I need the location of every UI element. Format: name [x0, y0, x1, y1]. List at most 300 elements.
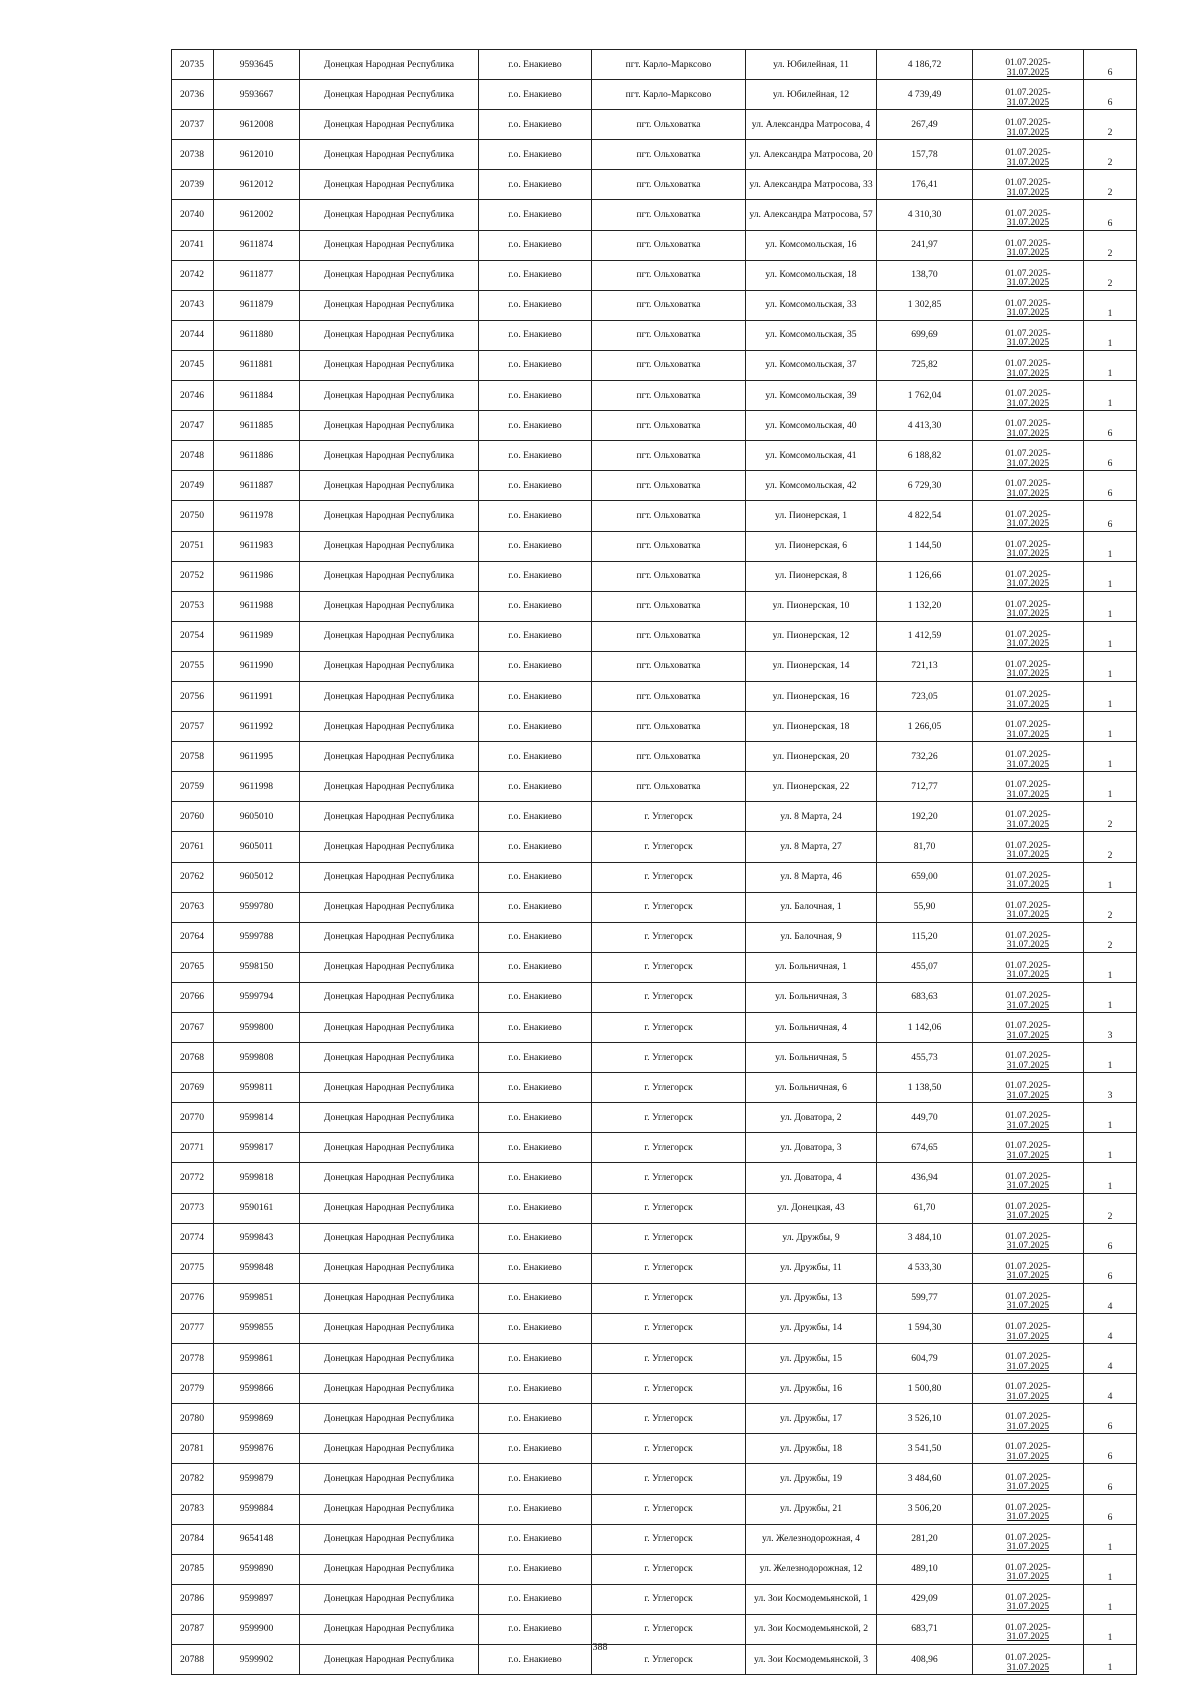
table-row [172, 802, 1137, 832]
region-cell: Донецкая Народная Республика [300, 1524, 479, 1554]
cadastral-id-cell: 9599851 [214, 1283, 300, 1313]
count-cell: 6 [1084, 1223, 1137, 1253]
row-number-cell: 20776 [172, 1283, 214, 1313]
area-cell: 267,49 [877, 110, 973, 140]
region-cell: Донецкая Народная Республика [300, 591, 479, 621]
area-cell: 436,94 [877, 1163, 973, 1193]
period-cell [973, 591, 1084, 621]
period-end: 31.07.2025 [1006, 549, 1050, 560]
street-address-cell: ул. Больничная, 1 [746, 952, 877, 982]
area-cell: 725,82 [877, 350, 973, 380]
district-cell: г.о. Енакиево [479, 982, 592, 1012]
cadastral-id-cell: 9612008 [214, 110, 300, 140]
period-cell [973, 1223, 1084, 1253]
table-row [172, 441, 1137, 471]
settlement-cell: г. Углегорск [592, 1103, 746, 1133]
period-end: 31.07.2025 [1006, 1060, 1050, 1071]
period-end: 31.07.2025 [1006, 1632, 1050, 1643]
settlement-cell: пгт. Карло-Марксово [592, 50, 746, 80]
cadastral-id-cell: 9605011 [214, 832, 300, 862]
period-cell [973, 1374, 1084, 1404]
area-cell: 115,20 [877, 922, 973, 952]
period-cell [973, 1344, 1084, 1374]
row-number-cell: 20788 [172, 1644, 214, 1674]
region-cell: Донецкая Народная Республика [300, 290, 479, 320]
area-cell: 4 822,54 [877, 501, 973, 531]
district-cell: г.о. Енакиево [479, 1133, 592, 1163]
cadastral-id-cell: 9599780 [214, 892, 300, 922]
region-cell: Донецкая Народная Республика [300, 200, 479, 230]
cadastral-id-cell: 9599900 [214, 1614, 300, 1644]
settlement-cell: г. Углегорск [592, 1163, 746, 1193]
row-number-cell: 20767 [172, 1013, 214, 1043]
region-cell: Донецкая Народная Республика [300, 561, 479, 591]
count-cell: 1 [1084, 350, 1137, 380]
period-cell [973, 1193, 1084, 1223]
region-cell: Донецкая Народная Республика [300, 1554, 479, 1584]
count-cell: 1 [1084, 712, 1137, 742]
table-row [172, 50, 1137, 80]
settlement-cell: г. Углегорск [592, 892, 746, 922]
period-start: 01.07.2025- [1005, 690, 1051, 701]
period-end: 31.07.2025 [1006, 910, 1050, 921]
street-address-cell: ул. Железнодорожная, 12 [746, 1554, 877, 1584]
cadastral-id-cell: 9611877 [214, 260, 300, 290]
region-cell: Донецкая Народная Республика [300, 441, 479, 471]
row-number-cell: 20745 [172, 350, 214, 380]
district-cell: г.о. Енакиево [479, 441, 592, 471]
settlement-cell: г. Углегорск [592, 1374, 746, 1404]
table-row [172, 1193, 1137, 1223]
cadastral-id-cell: 9611983 [214, 531, 300, 561]
area-cell: 3 541,50 [877, 1434, 973, 1464]
row-number-cell: 20773 [172, 1193, 214, 1223]
street-address-cell: ул. Комсомольская, 41 [746, 441, 877, 471]
period-cell [973, 772, 1084, 802]
cadastral-id-cell: 9599884 [214, 1494, 300, 1524]
table-row [172, 1073, 1137, 1103]
street-address-cell: ул. Пионерская, 16 [746, 681, 877, 711]
period-start: 01.07.2025- [1005, 870, 1051, 881]
cadastral-id-cell: 9611986 [214, 561, 300, 591]
period-end: 31.07.2025 [1006, 519, 1050, 529]
period-start: 01.07.2025- [1005, 659, 1051, 670]
region-cell: Донецкая Народная Республика [300, 230, 479, 260]
cadastral-id-cell: 9612002 [214, 200, 300, 230]
table-row [172, 621, 1137, 651]
period-end: 31.07.2025 [1006, 1090, 1050, 1101]
street-address-cell: ул. Доватора, 3 [746, 1133, 877, 1163]
district-cell: г.о. Енакиево [479, 591, 592, 621]
street-address-cell: ул. Александра Матросова, 57 [746, 200, 877, 230]
street-address-cell: ул. Пионерская, 8 [746, 561, 877, 591]
street-address-cell: ул. Зои Космодемьянской, 3 [746, 1644, 877, 1674]
count-cell: 2 [1084, 140, 1137, 170]
register-table-body [172, 50, 1137, 1675]
street-address-cell: ул. Комсомольская, 42 [746, 471, 877, 501]
district-cell: г.о. Енакиево [479, 1554, 592, 1584]
region-cell: Донецкая Народная Республика [300, 1644, 479, 1674]
period-start: 01.07.2025- [1005, 840, 1051, 851]
district-cell: г.о. Енакиево [479, 1043, 592, 1073]
row-number-cell: 20740 [172, 200, 214, 230]
area-cell: 6 729,30 [877, 471, 973, 501]
street-address-cell: ул. Зои Космодемьянской, 2 [746, 1614, 877, 1644]
period-start: 01.07.2025- [1005, 1201, 1051, 1212]
region-cell: Донецкая Народная Республика [300, 952, 479, 982]
area-cell: 1 594,30 [877, 1313, 973, 1343]
settlement-cell: г. Углегорск [592, 1043, 746, 1073]
region-cell: Донецкая Народная Республика [300, 1103, 479, 1133]
table-row [172, 290, 1137, 320]
period-start: 01.07.2025- [1005, 298, 1051, 309]
period-start: 01.07.2025- [1005, 1261, 1051, 1272]
region-cell: Донецкая Народная Республика [300, 110, 479, 140]
row-number-cell: 20760 [172, 802, 214, 832]
district-cell: г.о. Енакиево [479, 1464, 592, 1494]
district-cell: г.о. Енакиево [479, 381, 592, 411]
region-cell: Донецкая Народная Республика [300, 170, 479, 200]
settlement-cell: пгт. Ольховатка [592, 290, 746, 320]
district-cell: г.о. Енакиево [479, 1434, 592, 1464]
period-cell [973, 1524, 1084, 1554]
period-start: 01.07.2025- [1005, 1442, 1051, 1453]
district-cell: г.о. Енакиево [479, 50, 592, 80]
street-address-cell: ул. Дружбы, 18 [746, 1434, 877, 1464]
area-cell: 604,79 [877, 1344, 973, 1374]
row-number-cell: 20772 [172, 1163, 214, 1193]
area-cell: 4 310,30 [877, 200, 973, 230]
row-number-cell: 20753 [172, 591, 214, 621]
area-cell: 192,20 [877, 802, 973, 832]
area-cell: 455,73 [877, 1043, 973, 1073]
cadastral-id-cell: 9599866 [214, 1374, 300, 1404]
cadastral-id-cell: 9598150 [214, 952, 300, 982]
settlement-cell: г. Углегорск [592, 1283, 746, 1313]
district-cell: г.о. Енакиево [479, 621, 592, 651]
area-cell: 3 506,20 [877, 1494, 973, 1524]
period-start: 01.07.2025- [1005, 599, 1051, 610]
count-cell: 1 [1084, 320, 1137, 350]
cadastral-id-cell: 9612010 [214, 140, 300, 170]
row-number-cell: 20744 [172, 320, 214, 350]
row-number-cell: 20771 [172, 1133, 214, 1163]
period-start: 01.07.2025- [1005, 479, 1051, 490]
row-number-cell: 20769 [172, 1073, 214, 1103]
area-cell: 1 126,66 [877, 561, 973, 591]
street-address-cell: ул. Донецкая, 43 [746, 1193, 877, 1223]
cadastral-id-cell: 9611995 [214, 742, 300, 772]
count-cell: 1 [1084, 531, 1137, 561]
period-end: 31.07.2025 [1006, 609, 1050, 620]
count-cell: 1 [1084, 1043, 1137, 1073]
period-cell [973, 621, 1084, 651]
period-start: 01.07.2025- [1005, 1622, 1051, 1633]
settlement-cell: пгт. Ольховатка [592, 170, 746, 200]
region-cell: Донецкая Народная Республика [300, 651, 479, 681]
area-cell: 732,26 [877, 742, 973, 772]
area-cell: 281,20 [877, 1524, 973, 1554]
cadastral-id-cell: 9599800 [214, 1013, 300, 1043]
period-end: 31.07.2025 [1006, 278, 1050, 289]
table-row [172, 1584, 1137, 1614]
cadastral-id-cell: 9611879 [214, 290, 300, 320]
street-address-cell: ул. Дружбы, 21 [746, 1494, 877, 1524]
street-address-cell: ул. Комсомольская, 33 [746, 290, 877, 320]
table-row [172, 170, 1137, 200]
count-cell: 1 [1084, 772, 1137, 802]
region-cell: Донецкая Народная Республика [300, 802, 479, 832]
count-cell: 3 [1084, 1073, 1137, 1103]
table-row [172, 1313, 1137, 1343]
row-number-cell: 20758 [172, 742, 214, 772]
period-end: 31.07.2025 [1006, 1542, 1050, 1553]
period-start: 01.07.2025- [1005, 1352, 1051, 1363]
period-start: 01.07.2025- [1005, 1532, 1051, 1543]
region-cell: Донецкая Народная Республика [300, 922, 479, 952]
area-cell: 408,96 [877, 1644, 973, 1674]
period-start: 01.07.2025- [1005, 569, 1051, 580]
period-cell [973, 531, 1084, 561]
settlement-cell: пгт. Ольховатка [592, 561, 746, 591]
district-cell: г.о. Енакиево [479, 1524, 592, 1554]
row-number-cell: 20752 [172, 561, 214, 591]
row-number-cell: 20754 [172, 621, 214, 651]
settlement-cell: пгт. Ольховатка [592, 471, 746, 501]
period-end: 31.07.2025 [1006, 1602, 1050, 1613]
area-cell: 449,70 [877, 1103, 973, 1133]
period-cell [973, 712, 1084, 742]
row-number-cell: 20783 [172, 1494, 214, 1524]
table-row [172, 531, 1137, 561]
period-cell [973, 1013, 1084, 1043]
period-cell [973, 1434, 1084, 1464]
region-cell: Донецкая Народная Республика [300, 892, 479, 922]
count-cell: 1 [1084, 290, 1137, 320]
district-cell: г.о. Енакиево [479, 1163, 592, 1193]
region-cell: Донецкая Народная Республика [300, 50, 479, 80]
table-row [172, 350, 1137, 380]
period-end: 31.07.2025 [1006, 789, 1050, 800]
region-cell: Донецкая Народная Республика [300, 1013, 479, 1043]
district-cell: г.о. Енакиево [479, 832, 592, 862]
district-cell: г.о. Енакиево [479, 80, 592, 110]
table-row [172, 982, 1137, 1012]
region-cell: Донецкая Народная Республика [300, 1253, 479, 1283]
count-cell: 1 [1084, 742, 1137, 772]
street-address-cell: ул. Комсомольская, 37 [746, 350, 877, 380]
period-end: 31.07.2025 [1006, 1271, 1050, 1282]
row-number-cell: 20762 [172, 862, 214, 892]
settlement-cell: пгт. Ольховатка [592, 531, 746, 561]
period-start: 01.07.2025- [1005, 208, 1051, 219]
area-cell: 674,65 [877, 1133, 973, 1163]
row-number-cell: 20749 [172, 471, 214, 501]
street-address-cell: ул. Пионерская, 12 [746, 621, 877, 651]
street-address-cell: ул. Пионерская, 1 [746, 501, 877, 531]
period-end: 31.07.2025 [1006, 669, 1050, 680]
region-cell: Донецкая Народная Республика [300, 862, 479, 892]
street-address-cell: ул. 8 Марта, 46 [746, 862, 877, 892]
table-row [172, 862, 1137, 892]
table-row [172, 1253, 1137, 1283]
table-row [172, 681, 1137, 711]
period-start: 01.07.2025- [1005, 1111, 1051, 1122]
row-number-cell: 20761 [172, 832, 214, 862]
district-cell: г.о. Енакиево [479, 230, 592, 260]
period-start: 01.07.2025- [1005, 1021, 1051, 1032]
count-cell: 1 [1084, 1163, 1137, 1193]
table-row [172, 651, 1137, 681]
cadastral-id-cell: 9611991 [214, 681, 300, 711]
area-cell: 1 132,20 [877, 591, 973, 621]
region-cell: Донецкая Народная Республика [300, 80, 479, 110]
row-number-cell: 20738 [172, 140, 214, 170]
district-cell: г.о. Енакиево [479, 1344, 592, 1374]
area-cell: 699,69 [877, 320, 973, 350]
street-address-cell: ул. Балочная, 9 [746, 922, 877, 952]
district-cell: г.о. Енакиево [479, 411, 592, 441]
district-cell: г.о. Енакиево [479, 471, 592, 501]
settlement-cell: пгт. Ольховатка [592, 621, 746, 651]
region-cell: Донецкая Народная Республика [300, 140, 479, 170]
count-cell: 6 [1084, 1464, 1137, 1494]
period-cell [973, 1103, 1084, 1133]
table-row [172, 471, 1137, 501]
district-cell: г.о. Енакиево [479, 1223, 592, 1253]
period-start: 01.07.2025- [1005, 629, 1051, 640]
area-cell: 683,63 [877, 982, 973, 1012]
period-end: 31.07.2025 [1006, 248, 1050, 259]
row-number-cell: 20743 [172, 290, 214, 320]
count-cell: 2 [1084, 170, 1137, 200]
period-cell [973, 1163, 1084, 1193]
count-cell: 1 [1084, 862, 1137, 892]
row-number-cell: 20750 [172, 501, 214, 531]
period-cell [973, 1313, 1084, 1343]
district-cell: г.о. Енакиево [479, 501, 592, 531]
region-cell: Донецкая Народная Республика [300, 1464, 479, 1494]
district-cell: г.о. Енакиево [479, 1073, 592, 1103]
period-start: 01.07.2025- [1005, 1051, 1051, 1062]
period-cell [973, 411, 1084, 441]
table-row [172, 1494, 1137, 1524]
district-cell: г.о. Енакиево [479, 772, 592, 802]
period-start: 01.07.2025- [1005, 1291, 1051, 1302]
period-cell [973, 1464, 1084, 1494]
period-end: 31.07.2025 [1006, 368, 1050, 379]
street-address-cell: ул. Доватора, 2 [746, 1103, 877, 1133]
row-number-cell: 20746 [172, 381, 214, 411]
cadastral-id-cell: 9599817 [214, 1133, 300, 1163]
period-end: 31.07.2025 [1006, 639, 1050, 650]
count-cell: 2 [1084, 260, 1137, 290]
street-address-cell: ул. Пионерская, 6 [746, 531, 877, 561]
table-row [172, 1013, 1137, 1043]
period-cell [973, 922, 1084, 952]
period-start: 01.07.2025- [1005, 238, 1051, 249]
table-row [172, 200, 1137, 230]
count-cell: 6 [1084, 411, 1137, 441]
count-cell: 1 [1084, 621, 1137, 651]
cadastral-id-cell: 9599788 [214, 922, 300, 952]
settlement-cell: пгт. Ольховатка [592, 681, 746, 711]
cadastral-id-cell: 9611992 [214, 712, 300, 742]
count-cell: 4 [1084, 1374, 1137, 1404]
street-address-cell: ул. Больничная, 6 [746, 1073, 877, 1103]
settlement-cell: пгт. Ольховатка [592, 742, 746, 772]
period-end: 31.07.2025 [1006, 1361, 1050, 1372]
district-cell: г.о. Енакиево [479, 1404, 592, 1434]
period-cell [973, 1073, 1084, 1103]
district-cell: г.о. Енакиево [479, 651, 592, 681]
period-cell [973, 260, 1084, 290]
period-cell [973, 170, 1084, 200]
street-address-cell: ул. Комсомольская, 35 [746, 320, 877, 350]
street-address-cell: ул. Больничная, 4 [746, 1013, 877, 1043]
area-cell: 176,41 [877, 170, 973, 200]
table-row [172, 1344, 1137, 1374]
district-cell: г.о. Енакиево [479, 170, 592, 200]
period-cell [973, 80, 1084, 110]
cadastral-id-cell: 9611886 [214, 441, 300, 471]
period-end: 31.07.2025 [1006, 218, 1050, 229]
settlement-cell: г. Углегорск [592, 1313, 746, 1343]
area-cell: 1 138,50 [877, 1073, 973, 1103]
row-number-cell: 20748 [172, 441, 214, 471]
table-row [172, 742, 1137, 772]
row-number-cell: 20777 [172, 1313, 214, 1343]
period-end: 31.07.2025 [1006, 759, 1050, 770]
region-cell: Донецкая Народная Республика [300, 1223, 479, 1253]
area-cell: 429,09 [877, 1584, 973, 1614]
count-cell: 1 [1084, 1524, 1137, 1554]
period-start: 01.07.2025- [1005, 419, 1051, 430]
area-cell: 3 484,10 [877, 1223, 973, 1253]
area-cell: 61,70 [877, 1193, 973, 1223]
area-cell: 1 266,05 [877, 712, 973, 742]
settlement-cell: г. Углегорск [592, 1554, 746, 1584]
period-cell [973, 1494, 1084, 1524]
row-number-cell: 20757 [172, 712, 214, 742]
district-cell: г.о. Енакиево [479, 1494, 592, 1524]
table-row [172, 411, 1137, 441]
period-cell [973, 471, 1084, 501]
region-cell: Донецкая Народная Республика [300, 381, 479, 411]
count-cell: 1 [1084, 681, 1137, 711]
district-cell: г.о. Енакиево [479, 1374, 592, 1404]
street-address-cell: ул. Дружбы, 13 [746, 1283, 877, 1313]
period-start: 01.07.2025- [1005, 539, 1051, 550]
cadastral-id-cell: 9611874 [214, 230, 300, 260]
period-cell [973, 802, 1084, 832]
district-cell: г.о. Енакиево [479, 1313, 592, 1343]
cadastral-id-cell: 9611880 [214, 320, 300, 350]
table-row [172, 1223, 1137, 1253]
district-cell: г.о. Енакиево [479, 1013, 592, 1043]
count-cell: 2 [1084, 230, 1137, 260]
settlement-cell: г. Углегорск [592, 862, 746, 892]
street-address-cell: ул. Железнодорожная, 4 [746, 1524, 877, 1554]
period-end: 31.07.2025 [1006, 1391, 1050, 1402]
region-cell: Донецкая Народная Республика [300, 1043, 479, 1073]
row-number-cell: 20766 [172, 982, 214, 1012]
district-cell: г.о. Енакиево [479, 140, 592, 170]
period-start: 01.07.2025- [1005, 509, 1051, 520]
street-address-cell: ул. Больничная, 3 [746, 982, 877, 1012]
settlement-cell: г. Углегорск [592, 1644, 746, 1674]
settlement-cell: пгт. Ольховатка [592, 772, 746, 802]
